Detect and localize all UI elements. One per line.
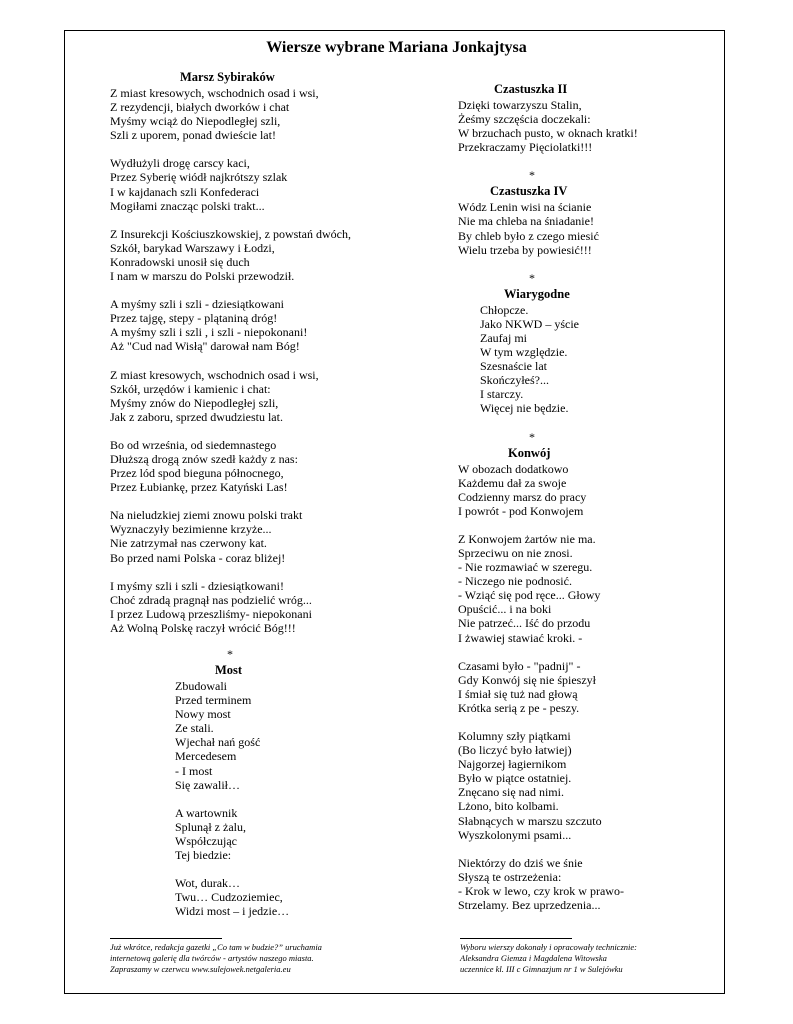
poem-line: W obozach dodatkowo xyxy=(458,461,569,476)
footer-rule xyxy=(110,938,222,939)
poem-line: Wielu trzeba by powiesić!!! xyxy=(458,242,592,257)
poem-line: Szkół, barykad Warszawy i Łodzi, xyxy=(110,240,275,255)
poem-line: Chłopcze. xyxy=(480,302,529,317)
poem-line: W tym względzie. xyxy=(480,345,568,360)
poem-line: Myśmy znów do Niepodległej szli, xyxy=(110,395,279,410)
poem-title-wiarygodne: Wiarygodne xyxy=(504,286,570,301)
poem-line: Gdy Konwój się nie śpieszył xyxy=(458,672,596,687)
left-column xyxy=(110,70,440,932)
poem-line: Więcej nie będzie. xyxy=(480,401,569,416)
poem-line: Kolumny szły piątkami xyxy=(458,729,571,743)
poem-line: Splunął z żalu, xyxy=(175,819,246,834)
footer-left xyxy=(110,938,410,975)
stanza xyxy=(110,227,440,283)
poem-line: Sprzeciwu on nie znosi. xyxy=(458,545,573,560)
separator: * xyxy=(529,270,535,285)
poem-line: - Niczego nie podnosić. xyxy=(458,574,572,589)
poem-line: Bo przed nami Polska - coraz bliżej! xyxy=(110,550,286,565)
poem-line: Mogiłami znacząc polski trakt... xyxy=(110,198,265,213)
footer-right-text xyxy=(460,942,720,975)
poem-line: Lżono, bito kolbami. xyxy=(458,799,559,814)
poem-line: Dzięki towarzyszu Stalin, xyxy=(458,98,582,112)
poem-line: Najgorzej łagiernikom xyxy=(458,757,567,772)
stanza xyxy=(175,679,440,792)
poem-line: Było w piątce ostatniej. xyxy=(458,771,572,786)
poem-line: Nie zatrzymał nas czerwony kat. xyxy=(110,536,267,551)
poem-line: I powrót - pod Konwojem xyxy=(458,503,584,518)
poem-line: Krótka serią z pe - peszy. xyxy=(458,700,580,715)
stanza xyxy=(110,508,440,564)
poem-line: Przez tajgę, stepy - plątaniną dróg! xyxy=(110,311,278,326)
poem-line: Już wkrótce, redakcja gazetki „Co tam w budzie?” uruchamia xyxy=(110,942,322,952)
poem-line: A myśmy szli i szli , i szli - niepokonani! xyxy=(110,325,308,340)
poem-line: Niektórzy do dziś we śnie xyxy=(458,855,583,870)
poem-line: Widzi most – i jedzie… xyxy=(175,904,290,919)
poem-line: Myśmy wciąż do Niepodległej szli, xyxy=(110,114,281,129)
poem-line: I nam w marszu do Polski przewodził. xyxy=(110,269,295,284)
poem-line: A myśmy szli i szli - dziesiątkowani xyxy=(110,297,284,312)
poem-line: Wydłużyli drogę carscy kaci, xyxy=(110,156,250,171)
poem-line: By chleb było z czego miesić xyxy=(458,228,599,243)
poem-body-konwoj xyxy=(458,462,708,913)
poem-line: Przez Syberię wiódł najkrótszy szlak xyxy=(110,170,288,185)
stanza xyxy=(110,438,440,494)
poem-line: Z rezydencji, białych dworków i chat xyxy=(110,100,290,115)
separator: * xyxy=(529,429,535,444)
poem-line: Z miast kresowych, wschodnich osad i wsi, xyxy=(110,367,319,382)
poem-title-czastuszka-2: Czastuszka II xyxy=(494,82,568,96)
poem-line: Szkół, urzędów i kamienic i chat: xyxy=(110,381,271,396)
stanza xyxy=(175,806,440,862)
poem-line: Na nieludzkiej ziemi znowu polski trakt xyxy=(110,508,303,523)
poem-title-czastuszka-4: Czastuszka IV xyxy=(490,184,568,199)
poem-line: Konradowski unosił się duch xyxy=(110,254,250,269)
poem-wiarygodne xyxy=(458,287,708,416)
poem-line: Każdemu dał za swoje xyxy=(458,475,567,490)
poem-line: Czasami było - "padnij" - xyxy=(458,658,581,673)
poem-line: Przekraczamy Pięciolatki!!! xyxy=(458,140,593,155)
poem-line: I myśmy szli i szli - dziesiątkowani! xyxy=(110,578,284,593)
poem-line: Bo od września, od siedemnastego xyxy=(110,437,277,452)
poem-line: Twu… Cudzoziemiec, xyxy=(175,890,283,905)
stanza xyxy=(458,659,708,715)
poem-line: Nie ma chleba na śniadanie! xyxy=(458,214,594,229)
poem-line: (Bo liczyć było łatwiej) xyxy=(458,743,572,758)
poem-line: Z Insurekcji Kościuszkowskiej, z powstań dwóch, xyxy=(110,226,351,241)
stanza xyxy=(110,579,440,635)
poem-line: Skończyłeś?... xyxy=(480,373,549,388)
page-title: Wiersze wybrane Mariana Jonkajtysa xyxy=(266,39,527,56)
poem-line: Choć zdradą pragnął nas podzielić wróg... xyxy=(110,592,312,607)
poem-body-wiarygodne xyxy=(480,303,708,416)
poem-line: A wartownik xyxy=(175,805,238,820)
poem-line: Przez Łubiankę, przez Katyński Las! xyxy=(110,480,288,495)
stanza xyxy=(110,297,440,353)
stanza xyxy=(458,532,708,645)
poem-line: Wyboru wierszy dokonały i opracowały technicznie: xyxy=(460,942,637,952)
poem-konwoj xyxy=(458,446,708,913)
poem-line: Zapraszamy w czerwcu www.sulejowek.netgaleria.eu xyxy=(110,964,291,974)
poem-line: I w kajdanach szli Konfederaci xyxy=(110,184,260,199)
poem-line: Znęcano się nad nimi. xyxy=(458,785,564,800)
poem-line: - Wziąć się pod ręce... Głowy xyxy=(458,588,601,603)
poem-line: Jako NKWD – yście xyxy=(480,316,579,331)
poem-line: Przed terminem xyxy=(175,693,252,708)
separator: * xyxy=(227,647,233,661)
poem-czastuszka-2 xyxy=(458,82,708,154)
stanza xyxy=(458,462,708,518)
poem-line: Zbudowali xyxy=(175,679,227,693)
poem-line: - Krok w lewo, czy krok w prawo- xyxy=(458,883,624,898)
poem-line: uczennice kl. III c Gimnazjum nr 1 w Sulejówku xyxy=(460,964,623,974)
poem-line: Dłuższą drogą znów szedł każdy z nas: xyxy=(110,451,298,466)
poem-line: W brzuchach pusto, w oknach kratki! xyxy=(458,126,638,141)
stanza xyxy=(110,368,440,424)
poem-czastuszka-4 xyxy=(458,184,708,256)
stanza xyxy=(458,856,708,912)
poem-line: Żeśmy szczęścia doczekali: xyxy=(458,112,591,127)
stanza xyxy=(110,156,440,212)
poem-title-marsz: Marsz Sybiraków xyxy=(180,70,275,84)
poem-title-konwoj: Konwój xyxy=(508,445,551,460)
poem-line: Wjechał nań gość xyxy=(175,735,261,750)
stanza xyxy=(110,86,440,142)
poem-line: Współczując xyxy=(175,833,237,848)
poem-line: internetową galerię dla twórców - artystów naszego miasta. xyxy=(110,953,314,963)
poem-line: Nowy most xyxy=(175,707,231,722)
poem-line: Zaufaj mi xyxy=(480,330,527,345)
footer-right xyxy=(460,938,720,975)
poem-line: Opuścić... i na boki xyxy=(458,602,552,617)
poem-line: I żwawiej stawiać kroki. - xyxy=(458,630,583,645)
poem-line: Szesnaście lat xyxy=(480,359,547,374)
footer-rule xyxy=(460,938,572,939)
poem-line: Wyznaczyły bezimienne krzyże... xyxy=(110,522,272,537)
poem-line: Wyszkolonymi psami... xyxy=(458,827,572,842)
poem-title-most: Most xyxy=(215,663,243,677)
poem-line: Aż "Cud nad Wisłą" darował nam Bóg! xyxy=(110,339,300,354)
poem-line: Słyszą te ostrzeżenia: xyxy=(458,869,562,884)
poem-line: I śmiał się tuż nad głową xyxy=(458,686,578,701)
poem-line: - Nie rozmawiać w szeregu. xyxy=(458,560,593,575)
poem-line: Wódz Lenin wisi na ścianie xyxy=(458,200,592,215)
poem-line: Nie patrzeć... Iść do przodu xyxy=(458,616,591,631)
poem-line: Aż Wolną Polskę raczył wrócić Bóg!!! xyxy=(110,620,296,635)
poem-marsz-sybirakow xyxy=(110,70,440,635)
poem-line: Mercedesem xyxy=(175,749,237,764)
poem-line: Codzienny marsz do pracy xyxy=(458,489,587,504)
poem-body-most xyxy=(175,679,440,918)
right-column xyxy=(458,82,708,926)
poem-most xyxy=(110,663,440,918)
poem-line: Ze stali. xyxy=(175,721,214,736)
poem-body-marsz xyxy=(110,86,440,635)
poem-line: Tej biedzie: xyxy=(175,848,232,863)
poem-body-czastuszka-4 xyxy=(458,200,708,256)
poem-line: Z Konwojem żartów nie ma. xyxy=(458,531,596,546)
stanza xyxy=(458,729,708,842)
stanza xyxy=(175,876,440,918)
poem-line: Szli z uporem, ponad dwieście lat! xyxy=(110,128,276,143)
poem-line: Z miast kresowych, wschodnich osad i wsi, xyxy=(110,86,319,100)
poem-line: Strzelamy. Bez uprzedzenia... xyxy=(458,898,601,913)
separator: * xyxy=(529,168,535,183)
poem-line: I przez Ludową przeszliśmy- niepokonani xyxy=(110,606,312,621)
poem-line: I starczy. xyxy=(480,387,524,402)
footer-left-text xyxy=(110,942,410,975)
poem-body-czastuszka-2 xyxy=(458,98,708,154)
poem-line: Jak z zaboru, sprzed dwudziestu lat. xyxy=(110,409,283,424)
poem-line: Wot, durak… xyxy=(175,876,241,891)
poem-line: Aleksandra Giemza i Magdalena Witowska xyxy=(460,953,607,963)
poem-line: Się zawalił… xyxy=(175,777,240,792)
poem-line: - I most xyxy=(175,763,213,778)
poem-line: Słabnących w marszu szczuto xyxy=(458,813,602,828)
poem-line: Przez lód spod bieguna północnego, xyxy=(110,466,284,481)
